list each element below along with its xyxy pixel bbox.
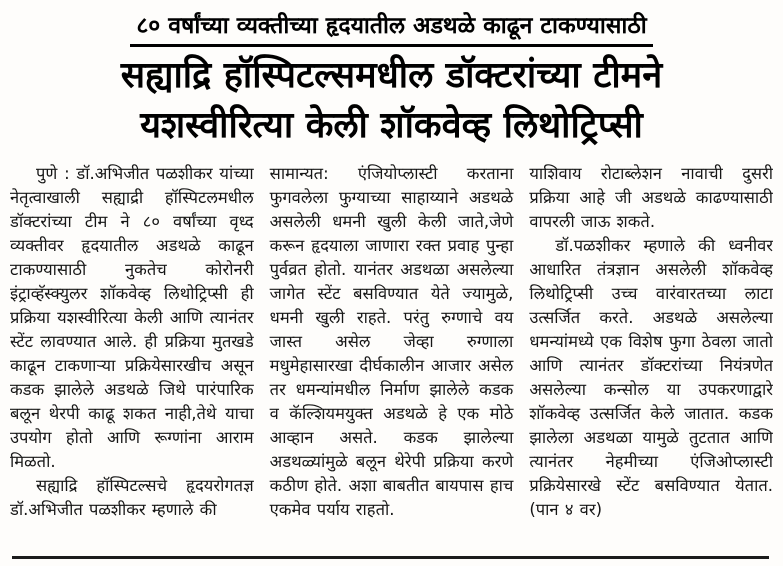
body-column-1: [10, 162, 254, 548]
main-headline: [10, 51, 773, 150]
article-paragraph: डॉ.पळशीकर म्हणाले की ध्वनीवर आधारित तंत्रज्ञान असलेली शॉकवेव्ह लिथोट्रिप्सी उच्च वारंवारतच्या लाटा उत्सर्जित करते. अडथळे असलेल्या धमन्यांमध्ये एक विशेष फुगा ठेवला जातो आणि त्यानंतर डॉक्टरांच्या नियंत्रणेत असलेल्या कन्सोल या उपकरणाद्वारे शॉकवेव्ह उत्सर्जित केले जातात. कडक झालेला अडथळा यामुळे तुटतात आणि त्यानंतर नेहमीच्या एंजिओप्लास्टी प्रक्रियेसारखे स्टेंट बसविण्यात येतात. (पान ४ वर): [529, 236, 773, 520]
article-body: [10, 162, 773, 548]
bottom-rule: [12, 556, 769, 559]
article-paragraph: याशिवाय रोटाब्लेशन नावाची दुसरी प्रक्रिया आहे जी अडथळे काढण्यासाठी वापरली जाऊ शकते.: [529, 164, 773, 232]
article-paragraph: सह्याद्रि हॉस्पिटल्सचे हृदयरोगतज्ञ डॉ.अभिजीत पळशीकर म्हणाले की: [10, 476, 254, 520]
main-headline-line-1: सह्याद्रि हॉस्पिटल्समधील डॉक्टरांच्या टीमने: [120, 55, 663, 96]
main-headline-line-2: यशस्वीरित्या केली शॉकवेव्ह लिथोट्रिप्सी: [140, 104, 643, 146]
article-paragraph: सामान्यत: एंजियोप्लास्टी करताना फुगवलेला फुग्याच्या साहाय्याने अडथळे असलेली धमनी खुली केली जाते,जेणे करून हृदयाला जाणारा रक्त प्रवाह पुन्हा पुर्वव्रत होतो. यानंतर अडथळा असलेल्या जागेत स्टेंट बसविण्यात येते ज्यामुळे, धमनी खुली राहते. परंतु रुग्णाचे वय जास्त असेल जेव्हा रुग्णाला मधुमेहासारखा दीर्घकालीन आजार असेल तर धमन्यांमधील निर्माण झालेले कडक व कॅल्शियमयुक्त अडथळे हे एक मोठे आव्हान असते. कडक झालेल्या अडथळ्यांमुळे बलून थेरेपी प्रक्रिया करणे कठीण होते. अशा बाबतीत बायपास हाच एकमेव पर्याय राहतो.: [269, 164, 514, 520]
body-column-2: [270, 162, 514, 548]
kicker-headline: ८० वर्षांच्या व्यक्तीच्या हृदयातील अडथळे काढून टाकण्यासाठी: [130, 8, 652, 47]
body-column-3: [529, 162, 773, 548]
kicker-row: [10, 8, 773, 47]
article-paragraph: पुणे : डॉ.अभिजीत पळशीकर यांच्या नेतृत्वाखाली सह्याद्री हॉस्पिटलमधील डॉक्टरांच्या टीम ने ८० वर्षांच्या वृध्द व्यक्तीवर हृदयातील अडथळे काढून टाकण्यासाठी नुकतेच कोरोनरी इंट्राव्हॅस्क्युलर शॉकवेव्ह लिथोट्रिप्सी ही प्रक्रिया यशस्वीरित्या केली आणि त्यानंतर स्टेंट लावण्यात आले. ही प्रक्रिया मुतखडे काढून टाकणाऱ्या प्रक्रियेसारखीच असून कडक झालेले अडथळे जिथे पारंपारिक बलून थेरपी काढू शकत नाही,तेथे याचा उपयोग होतो आणि रूग्णांना आराम मिळतो.: [10, 164, 254, 472]
